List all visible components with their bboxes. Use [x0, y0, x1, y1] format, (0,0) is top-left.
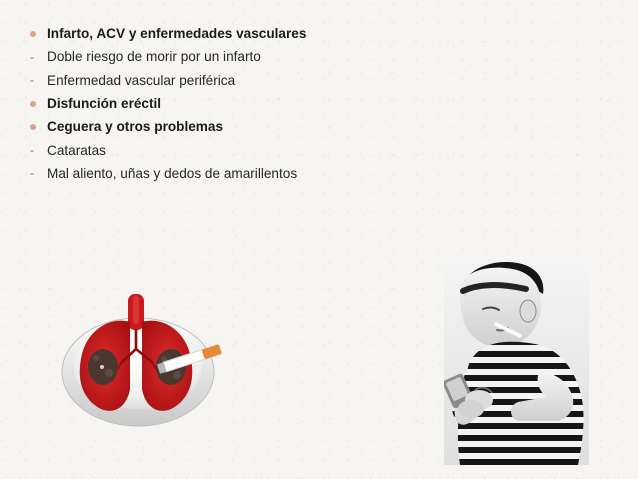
- bullet-item: [29, 138, 449, 161]
- bullet-item: [29, 45, 449, 68]
- bullet-text: Infarto, ACV y enfermedades vasculares: [47, 26, 307, 42]
- bullet-item: [29, 69, 449, 92]
- bullet-text: Enfermedad vascular periférica: [47, 72, 236, 88]
- bullet-marker: [29, 101, 47, 107]
- child-smoking-photo: [444, 255, 589, 465]
- bullet-dash-marker: -: [30, 49, 34, 64]
- bullet-item: [29, 92, 449, 115]
- bullet-item: [29, 115, 449, 138]
- bullet-text: Cataratas: [47, 142, 106, 158]
- bullet-item: [29, 22, 449, 45]
- bullet-text: Disfunción eréctil: [47, 96, 162, 112]
- bullet-dash-marker: -: [30, 143, 34, 158]
- lungs-ashtray-image: [54, 288, 244, 434]
- bullet-text: Mal aliento, uñas y dedos de amarillentos: [47, 165, 298, 181]
- bullet-dash-marker: -: [30, 73, 34, 88]
- bullet-text: Ceguera y otros problemas: [47, 119, 224, 135]
- bullet-marker: [29, 124, 47, 130]
- bullet-dash-marker: -: [30, 166, 34, 181]
- bullet-item: [29, 162, 449, 185]
- bullet-text: Doble riesgo de morir por un infarto: [47, 49, 261, 65]
- bullet-marker: [29, 31, 47, 37]
- bullet-list: [29, 22, 449, 185]
